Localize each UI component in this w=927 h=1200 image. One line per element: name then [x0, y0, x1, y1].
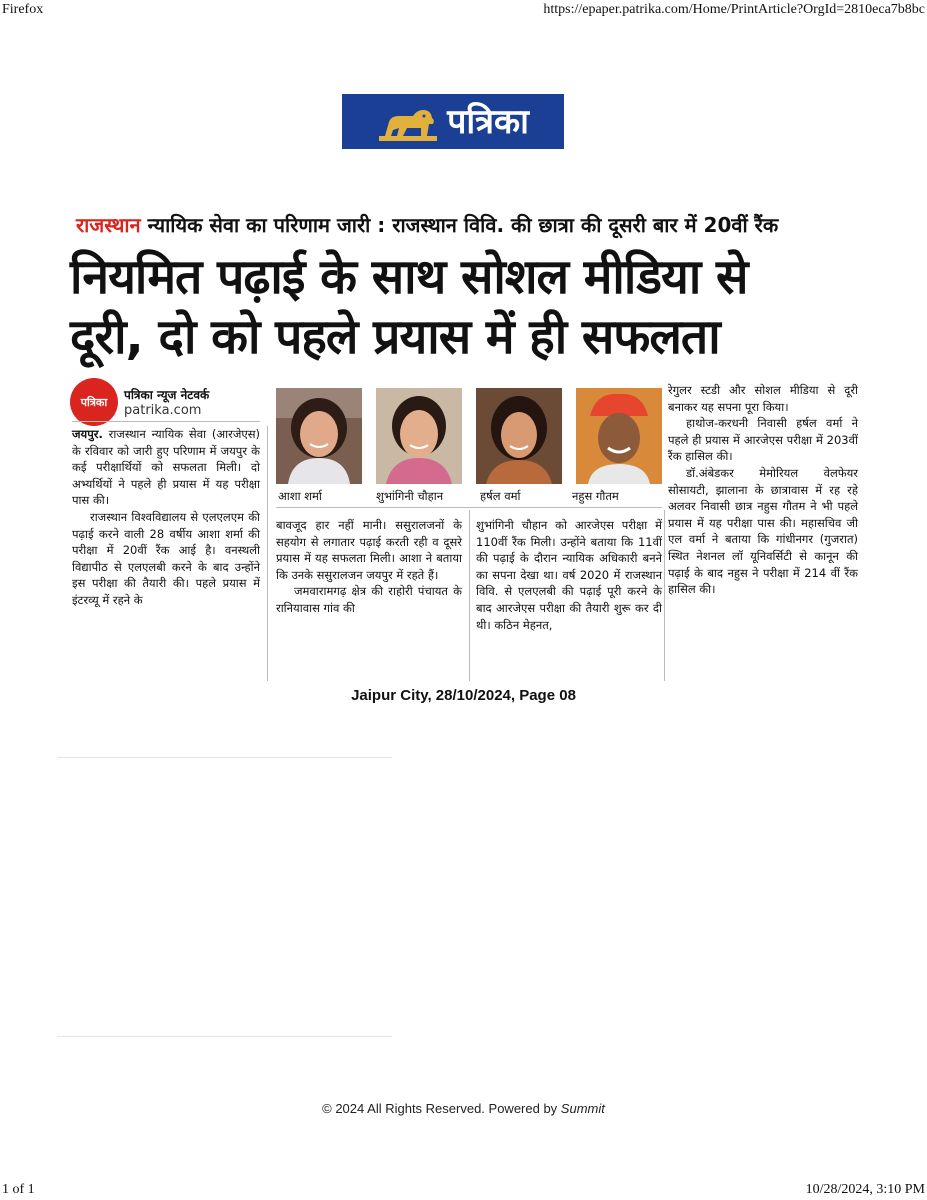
- byline-name: पत्रिका न्यूज नेटवर्क: [124, 388, 210, 402]
- separator: [57, 1036, 392, 1037]
- portrait-image: [576, 388, 662, 484]
- caption-rule: [276, 507, 662, 508]
- patrika-logo: [342, 94, 564, 149]
- byline-rule: [72, 421, 260, 422]
- article-paragraph: राजस्थान विश्वविद्यालय से एलएलएम की पढ़ाई करने वाली 28 वर्षीय आशा शर्मा की परीक्षा में 20वीं रैंक आई है। वनस्थली विद्यापीठ से एलएलबी करने के बाद उन्होंने इस परीक्षा की तैयारी की। पहले प्रयास में इंटरव्यू में रहने के: [72, 509, 260, 607]
- portrait-image: [276, 388, 362, 484]
- page-reference: Jaipur City, 28/10/2024, Page 08: [351, 687, 576, 704]
- article-paragraph: [72, 426, 260, 509]
- photo-harshal-verma: [476, 388, 562, 484]
- article-paragraph: बावजूद हार नहीं मानी। ससुरालजनों के सहयोग से लगातार पढ़ाई करती रही व दूसरे प्रयास में यह सफलता मिली। आशा ने बताया कि उनके ससुरालजन जयपुर में रहते हैं।: [276, 518, 462, 582]
- article-column-4: [668, 382, 858, 598]
- byline-text: [124, 386, 209, 418]
- column-rule: [267, 426, 268, 681]
- article-kicker: [76, 211, 778, 238]
- kicker-state: राजस्थान: [76, 213, 141, 237]
- powered-by-link[interactable]: Summit: [560, 1101, 605, 1116]
- article-paragraph: डॉ.अंबेडकर मेमोरियल वेलफेयर सोसायटी, झालाना के छात्रावास में रह रहे अलवर निवासी छात्र नहुस गौतम ने भी पहले प्रयास में यह परीक्षा पास की। महासचिव जी एल वर्मा ने बताया कि गांधीनगर (गुजरात) स्थित नेशनल लॉ यूनिवर्सिटी से कानून की पढ़ाई के बाद नहुस ने परीक्षा में 214 वीं रैंक हासिल की।: [668, 465, 858, 597]
- print-footer-datetime: 10/28/2024, 3:10 PM: [805, 1182, 925, 1197]
- byline: [70, 378, 209, 426]
- article-paragraph: शुभांगिनी चौहान को आरजेएस परीक्षा में 110वीं रैंक मिली। उन्होंने बताया कि 11वीं की पढ़ाई के दौरान न्यायिक अधिकारी बनने का सपना देखा था। वर्ष 2020 में राजस्थान विवि. से एलएलबी की पढ़ाई पूरी करने के बाद आरजेएस परीक्षा की तैयारी शुरू कर दी थी। कठिन मेहनत,: [476, 518, 662, 632]
- caption-shubhangini-chauhan: शुभांगिनी चौहान: [376, 489, 444, 503]
- article-column-2: [276, 517, 462, 617]
- print-header-url: https://epaper.patrika.com/Home/PrintArticle?OrgId=2810eca7b8bc: [543, 2, 925, 17]
- article-column-3: [476, 517, 662, 633]
- portrait-image: [476, 388, 562, 484]
- article-paragraph: जमवारामगढ़ क्षेत्र की राहोरी पंचायत के रानियावास गांव की: [276, 584, 462, 615]
- photo-asha-sharma: [276, 388, 362, 484]
- paragraph-text: राजस्थान न्यायिक सेवा (आरजेएस) के रविवार को जारी हुए परिणाम में जयपुर के कई परीक्षार्थियों को सफलता मिली। दो अभ्यर्थियों ने पहले ही प्रयास में यह परीक्षा पास की।: [72, 427, 260, 508]
- separator: [57, 757, 392, 758]
- article-headline: [70, 247, 870, 367]
- lion-icon: [377, 100, 439, 144]
- article-paragraph: रेगुलर स्टडी और सोशल मीडिया से दूरी बनाकर यह सपना पूरा किया।: [668, 383, 858, 414]
- logo-text: पत्रिका: [447, 101, 529, 142]
- headline-line-1: नियमित पढ़ाई के साथ सोशल मीडिया से: [70, 249, 748, 305]
- caption-harshal-verma: हर्षल वर्मा: [480, 489, 521, 503]
- caption-nahus-gautam: नहुस गौतम: [572, 489, 619, 503]
- article-column-1: [72, 426, 260, 609]
- portrait-image: [376, 388, 462, 484]
- byline-badge: पत्रिका: [70, 378, 118, 426]
- photo-shubhangini-chauhan: [376, 388, 462, 484]
- photo-nahus-gautam: [576, 388, 662, 484]
- copyright-notice: [0, 1101, 927, 1116]
- byline-site: patrika.com: [124, 403, 202, 418]
- dateline: जयपुर.: [72, 427, 103, 441]
- print-footer-page-count: 1 of 1: [2, 1182, 35, 1197]
- column-rule: [664, 510, 665, 681]
- caption-asha-sharma: आशा शर्मा: [278, 489, 322, 503]
- kicker-text: न्यायिक सेवा का परिणाम जारी : राजस्थान विवि. की छात्रा की दूसरी बार में 20वीं रैंक: [140, 213, 779, 237]
- column-rule: [469, 510, 470, 681]
- copyright-text: © 2024 All Rights Reserved. Powered by: [322, 1101, 561, 1116]
- print-header-app-name: Firefox: [2, 2, 44, 17]
- headline-line-2: दूरी, दो को पहले प्रयास में ही सफलता: [70, 309, 720, 365]
- article-paragraph: हाथोज-करधनी निवासी हर्षल वर्मा ने पहले ही प्रयास में आरजेएस परीक्षा में 203वीं रैंक हासिल की।: [668, 416, 858, 464]
